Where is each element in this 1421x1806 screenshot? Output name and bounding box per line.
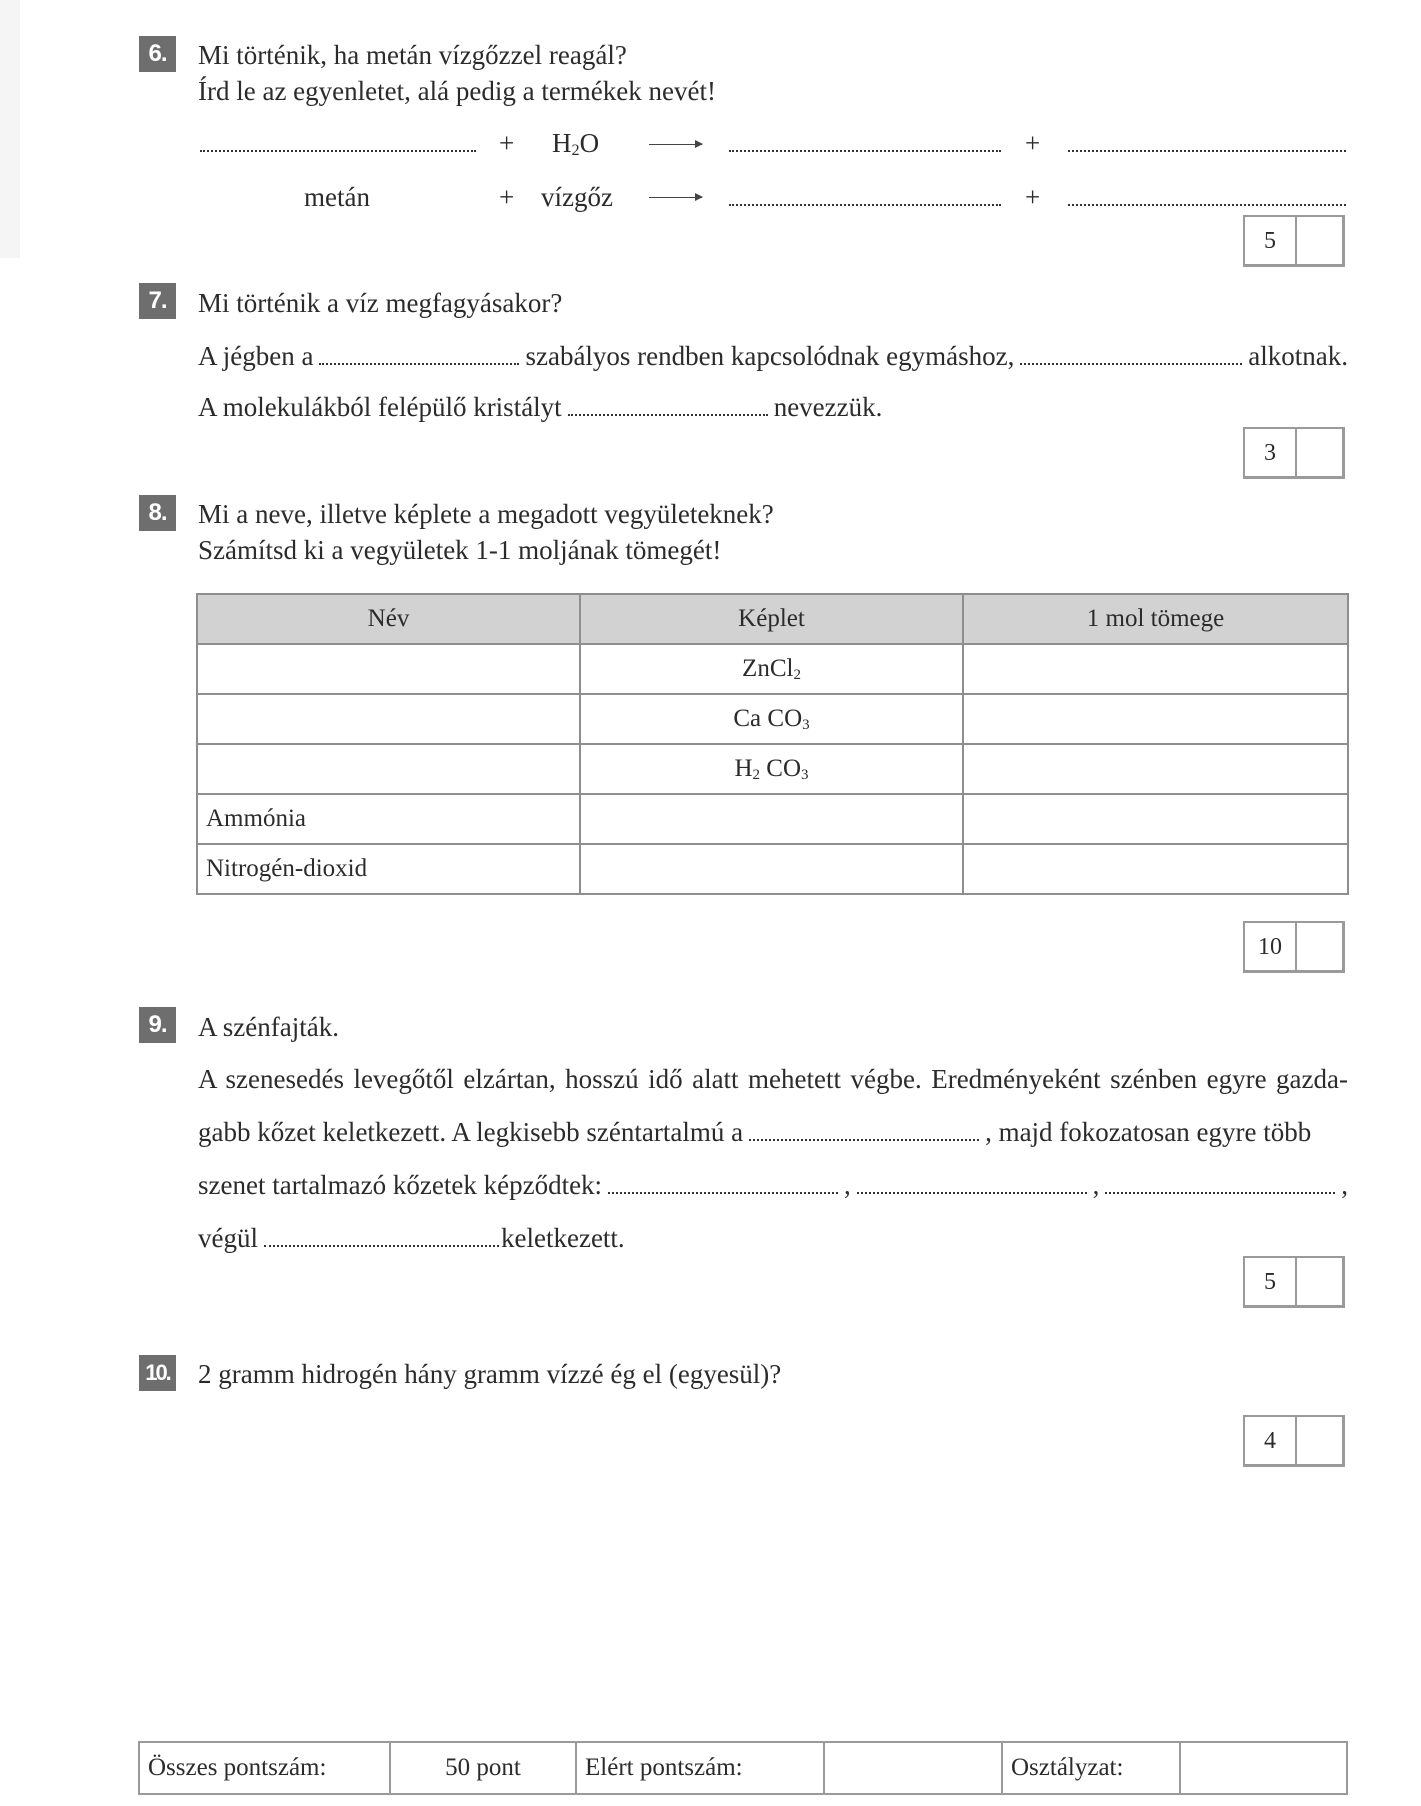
answer-blank[interactable] — [857, 1192, 1087, 1194]
answer-blank-product2-formula[interactable] — [1068, 150, 1346, 152]
plus-sign: + — [1025, 128, 1041, 158]
question-title: Mi történik, ha metán vízgőzzel reagál? — [198, 40, 627, 70]
grade-field[interactable] — [1180, 1742, 1347, 1794]
answer-blank-product1-formula[interactable] — [729, 150, 1001, 152]
name-cell[interactable] — [197, 744, 580, 794]
formula-cell: ZnCl$_2$ — [580, 644, 963, 694]
paragraph-line: A szenesedés levegőtől elzártan, hosszú idő alatt mehetett végbe. Eredményeként szénben egyre gazda- — [198, 1064, 1348, 1094]
column-header-name: Név — [197, 594, 580, 644]
formula-cell[interactable] — [580, 794, 963, 844]
reactant2-name: vízgőz — [541, 182, 613, 212]
achieved-points-label: Elért pontszám: — [576, 1742, 824, 1794]
name-cell: Ammónia — [197, 794, 580, 844]
score-box — [1243, 921, 1345, 973]
score-summary-table — [138, 1741, 1348, 1795]
summary-row — [139, 1742, 1347, 1794]
question-title: Mi a neve, illetve képlete a megadott vegyületeknek? — [198, 499, 774, 529]
question-number-badge: 10. — [139, 1355, 176, 1391]
formula-cell: Ca $CO_3$ — [580, 694, 963, 744]
answer-blank[interactable] — [568, 414, 768, 416]
molar-mass-cell[interactable] — [963, 744, 1348, 794]
answer-blank[interactable] — [1020, 363, 1242, 365]
fill-in-line — [198, 339, 1348, 373]
max-points: 5 — [1245, 1258, 1297, 1305]
text-segment: keletkezett. — [501, 1223, 625, 1253]
answer-blank[interactable] — [264, 1245, 499, 1247]
table-row — [197, 794, 1348, 844]
reaction-arrow-icon — [649, 197, 702, 198]
max-points: 3 — [1245, 429, 1297, 476]
molar-mass-cell[interactable] — [963, 644, 1348, 694]
max-points: 5 — [1245, 217, 1297, 264]
name-cell[interactable] — [197, 694, 580, 744]
table-row — [197, 644, 1348, 694]
question-title: 2 gramm hidrogén hány gramm vízzé ég el (egyesül)? — [198, 1359, 782, 1389]
reactant1-name: metán — [304, 182, 370, 212]
table-row — [197, 844, 1348, 894]
max-points: 10 — [1245, 923, 1297, 970]
total-points-value: 50 pont — [390, 1742, 576, 1794]
page-edge-strip — [0, 0, 20, 258]
fill-in-line — [198, 1115, 1348, 1149]
total-points-label: Összes pontszám: — [139, 1742, 390, 1794]
text-segment: , majd fokozatosan egyre több — [985, 1117, 1312, 1147]
score-box — [1243, 215, 1345, 267]
text-segment: szabályos rendben kapcsolódnak egymáshoz, — [525, 341, 1015, 371]
question-subtitle: Írd le az egyenletet, alá pedig a termékek nevét! — [198, 76, 716, 106]
formula-cell: $H_2$ $CO_3$ — [580, 744, 963, 794]
plus-sign: + — [1025, 182, 1041, 212]
score-box — [1243, 427, 1345, 479]
earned-points-field[interactable] — [1297, 217, 1342, 264]
question-number-badge: 9. — [139, 1007, 176, 1043]
earned-points-field[interactable] — [1297, 1417, 1342, 1464]
text-segment: A molekulákból felépülő kristályt — [198, 392, 562, 422]
fill-in-line: szenet tartalmazó kőzetek képződtek: , , , — [198, 1170, 1348, 1200]
achieved-points-field[interactable] — [824, 1742, 1002, 1794]
question-number-badge: 7. — [139, 283, 176, 319]
plus-sign: + — [499, 182, 515, 212]
grade-label: Osztályzat: — [1002, 1742, 1180, 1794]
score-box — [1243, 1256, 1345, 1308]
plus-sign: + — [499, 128, 515, 158]
score-box — [1243, 1415, 1345, 1467]
compounds-table — [196, 593, 1349, 895]
answer-blank-reactant1-formula[interactable] — [200, 150, 476, 152]
answer-blank-product1-name[interactable] — [729, 204, 1001, 206]
molar-mass-cell[interactable] — [963, 694, 1348, 744]
text-segment: végül — [198, 1223, 258, 1253]
table-row — [197, 694, 1348, 744]
answer-blank[interactable] — [749, 1139, 979, 1141]
table-header-row — [197, 594, 1348, 644]
text-segment: A jégben a — [198, 341, 314, 371]
answer-blank[interactable] — [608, 1192, 838, 1194]
text-segment: alkotnak. — [1248, 341, 1348, 371]
name-cell: Nitrogén-dioxid — [197, 844, 580, 894]
column-header-molar-mass: 1 mol tömege — [963, 594, 1348, 644]
molar-mass-cell[interactable] — [963, 794, 1348, 844]
reactant2-formula: $H_2O$ — [552, 128, 600, 159]
answer-blank[interactable] — [319, 363, 519, 365]
question-title: A szénfajták. — [198, 1012, 339, 1042]
earned-points-field[interactable] — [1297, 1258, 1342, 1305]
text-segment: gabb kőzet keletkezett. A legkisebb széntartalmú a — [198, 1117, 744, 1147]
column-header-formula: Képlet — [580, 594, 963, 644]
question-number-badge: 6. — [139, 36, 176, 72]
reaction-arrow-icon — [649, 144, 702, 145]
question-title: Mi történik a víz megfagyásakor? — [198, 288, 563, 318]
name-cell[interactable] — [197, 644, 580, 694]
formula-cell[interactable] — [580, 844, 963, 894]
answer-blank[interactable] — [1105, 1192, 1335, 1194]
molar-mass-cell[interactable] — [963, 844, 1348, 894]
text-segment: szenet tartalmazó kőzetek képződtek: — [198, 1170, 603, 1200]
table-row — [197, 744, 1348, 794]
question-number-badge: 8. — [139, 495, 176, 531]
text-segment: nevezzük. — [773, 392, 883, 422]
fill-in-line — [198, 1221, 625, 1255]
earned-points-field[interactable] — [1297, 923, 1342, 970]
max-points: 4 — [1245, 1417, 1297, 1464]
answer-blank-product2-name[interactable] — [1068, 204, 1346, 206]
fill-in-line — [198, 390, 882, 424]
earned-points-field[interactable] — [1297, 429, 1342, 476]
question-subtitle: Számítsd ki a vegyületek 1-1 moljának tömegét! — [198, 535, 722, 565]
